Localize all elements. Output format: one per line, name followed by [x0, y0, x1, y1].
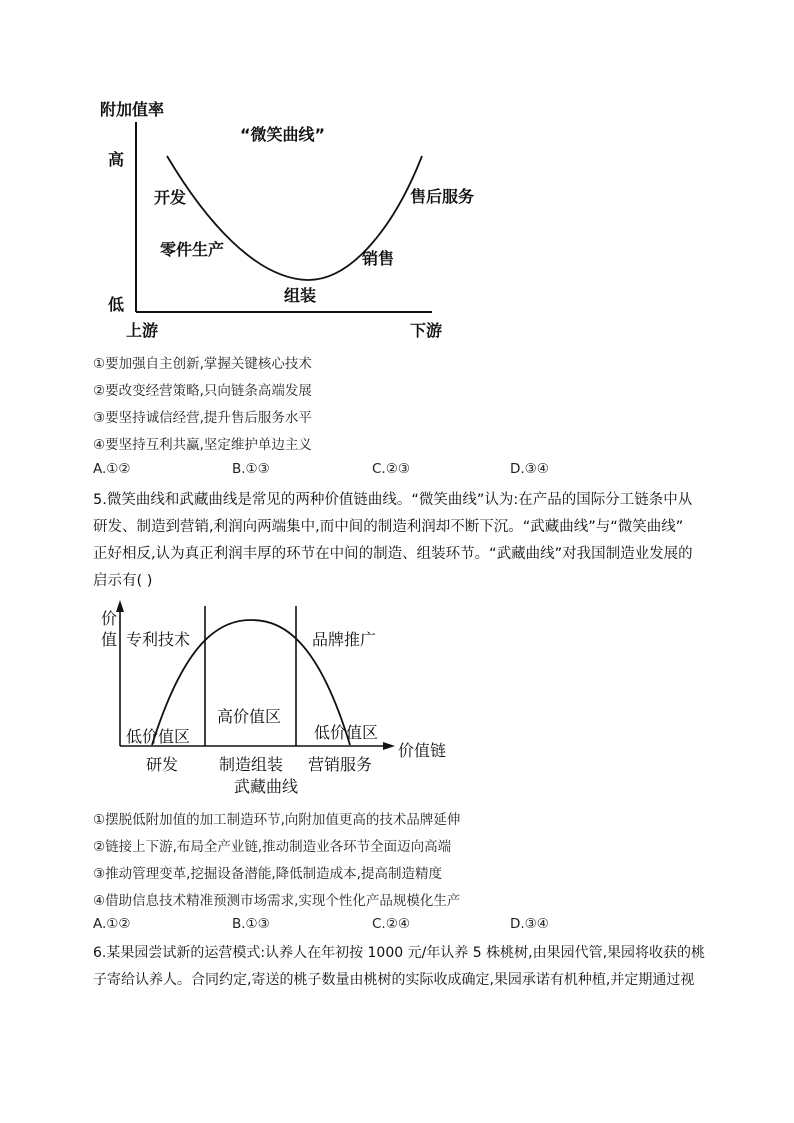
smile-y-axis-label: 附加值率: [100, 100, 165, 119]
q6-stem-line-1: 6.某果园尝试新的运营模式:认养人在年初按 1000 元/年认养 5 株桃树,由果园代管,果园将收获的桃: [93, 945, 706, 961]
smile-high-label: 高: [108, 150, 125, 169]
low-value-zone-left-label: 低价值区: [126, 727, 191, 746]
q5-option-2: ②链接上下游,布局全产业链,推动制造业各环节全面迈向高端: [93, 839, 452, 855]
q4-choice-c: C.②③: [372, 461, 410, 477]
q6-stem-line-2: 子寄给认养人。合同约定,寄送的桃子数量由桃树的实际收成确定,果园承诺有机种植,并定期通过视: [93, 972, 695, 988]
q5-option-4: ④借助信息技术精准预测市场需求,实现个性化产品规模化生产: [93, 893, 461, 909]
q4-option-4: ④要坚持互利共赢,坚定维护单边主义: [93, 437, 312, 453]
q5-choice-c: C.②④: [372, 916, 410, 932]
q4-option-3: ③要坚持诚信经营,提升售后服务水平: [93, 410, 312, 426]
low-value-zone-right-label: 低价值区: [314, 723, 379, 742]
q4-option-1: ①要加强自主创新,掌握关键核心技术: [93, 356, 312, 372]
q5-stem-line-2: 研发、制造到营销,利润向两端集中,而中间的制造利润却不断下沉。“武藏曲线”与“微笑曲线”: [93, 519, 684, 535]
smile-sales-label: 销售: [362, 249, 395, 268]
smile-upstream-label: 上游: [126, 321, 159, 340]
smile-curve-title: “微笑曲线”: [240, 125, 326, 144]
q4-choice-a: A.①②: [93, 461, 131, 477]
patent-tech-label: 专利技术: [126, 630, 191, 649]
q5-choice-b: B.①③: [232, 916, 270, 932]
musashi-y-arrow: [116, 600, 124, 612]
q5-stem-line-3: 正好相反,认为真正利润丰厚的环节在中间的制造、组装环节。“武藏曲线”对我国制造业发展的: [93, 546, 693, 562]
musashi-y-label-1: 价: [101, 609, 118, 628]
rd-label: 研发: [146, 755, 179, 774]
smile-low-label: 低: [108, 295, 125, 314]
smile-parts-label: 零件生产: [160, 240, 225, 259]
value-chain-axis-label: 价值链: [398, 741, 447, 760]
q4-choice-d: D.③④: [510, 461, 549, 477]
q5-choice-a: A.①②: [93, 916, 131, 932]
q5-option-1: ①摆脱低附加值的加工制造环节,向附加值更高的技术品牌延伸: [93, 812, 461, 828]
brand-promo-label: 品牌推广: [312, 630, 377, 649]
q4-option-2: ②要改变经营策略,只向链条高端发展: [93, 383, 312, 399]
musashi-x-arrow: [383, 742, 395, 750]
smile-after-sales-label: 售后服务: [410, 187, 475, 206]
q5-choice-d: D.③④: [510, 916, 549, 932]
q5-option-3: ③推动管理变革,挖掘设备潜能,降低制造成本,提高制造精度: [93, 866, 442, 882]
q5-stem-line-4: 启示有( ): [93, 573, 153, 589]
musashi-curve-title: 武藏曲线: [234, 777, 299, 796]
smile-downstream-label: 下游: [410, 321, 443, 340]
high-value-zone-label: 高价值区: [217, 707, 282, 726]
q5-stem-line-1: 5.微笑曲线和武藏曲线是常见的两种价值链曲线。“微笑曲线”认为:在产品的国际分工链条中从: [93, 492, 693, 508]
mfg-assembly-label: 制造组装: [219, 755, 284, 774]
q4-choice-b: B.①③: [232, 461, 270, 477]
marketing-service-label: 营销服务: [308, 755, 373, 774]
smile-assembly-label: 组装: [284, 286, 317, 305]
musashi-y-label-2: 值: [101, 630, 118, 649]
smile-dev-label: 开发: [154, 188, 187, 207]
